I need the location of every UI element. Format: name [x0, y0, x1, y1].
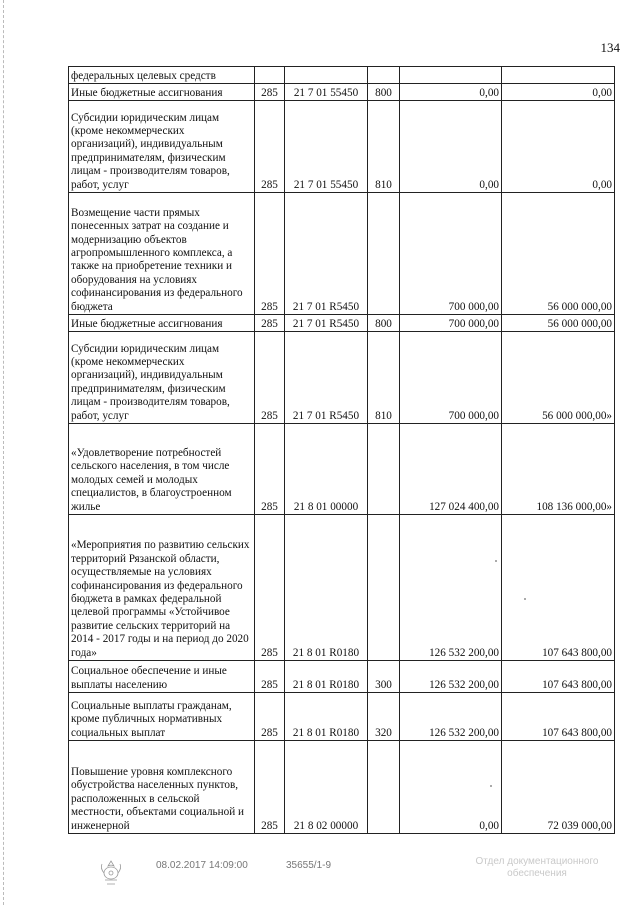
- row-value-2018: 107 643 800,00: [502, 693, 615, 741]
- row-gr: 285: [255, 193, 285, 315]
- row-gr: 285: [255, 515, 285, 661]
- table-row: [69, 332, 615, 424]
- row-value-2018: 107 643 800,00: [502, 661, 615, 693]
- row-cs: 21 8 01 00000: [285, 424, 368, 515]
- table-row: [69, 193, 615, 315]
- row-value-2017: 126 532 200,00: [400, 661, 502, 693]
- row-vr: 810: [368, 101, 400, 193]
- row-value-2017: 126 532 200,00: [400, 515, 502, 661]
- row-cs: 21 7 01 R5450: [285, 332, 368, 424]
- row-value-2018: 56 000 000,00»: [502, 332, 615, 424]
- row-name: Иные бюджетные ассигнования: [69, 84, 255, 101]
- table-row: [69, 693, 615, 741]
- row-value-2018: [502, 67, 615, 84]
- row-value-2018: 56 000 000,00: [502, 193, 615, 315]
- registration-number: 35655/1-9: [286, 860, 332, 871]
- row-value-2017: 0,00: [400, 84, 502, 101]
- row-vr: [368, 424, 400, 515]
- row-cs: 21 8 02 00000: [285, 741, 368, 834]
- table-row: [69, 315, 615, 332]
- row-name: Социальные выплаты гражданам, кроме публичных нормативных социальных выплат: [69, 693, 255, 741]
- row-cs: [285, 67, 368, 84]
- row-cs: 21 7 01 R5450: [285, 315, 368, 332]
- table-row: [69, 101, 615, 193]
- row-cs: 21 7 01 55450: [285, 84, 368, 101]
- row-cs: 21 7 01 55450: [285, 101, 368, 193]
- emblem-icon: [96, 858, 126, 888]
- row-vr: 810: [368, 332, 400, 424]
- row-gr: 285: [255, 101, 285, 193]
- row-value-2018: 72 039 000,00: [502, 741, 615, 834]
- row-vr: [368, 741, 400, 834]
- row-gr: 285: [255, 332, 285, 424]
- row-gr: 285: [255, 693, 285, 741]
- row-gr: 285: [255, 84, 285, 101]
- budget-table-body: [69, 67, 615, 834]
- row-value-2017: 700 000,00: [400, 315, 502, 332]
- table-row: [69, 424, 615, 515]
- page-footer: [0, 858, 640, 898]
- row-cs: 21 8 01 R0180: [285, 661, 368, 693]
- page-number: 134: [600, 40, 620, 55]
- row-vr: 320: [368, 693, 400, 741]
- row-cs: 21 8 01 R0180: [285, 515, 368, 661]
- table-row: [69, 661, 615, 693]
- row-name: Субсидии юридическим лицам (кроме некоммерческих организаций), индивидуальным предпринимателям, физическим лицам - производителям товаров, работ, услуг: [69, 332, 255, 424]
- table-row: [69, 67, 615, 84]
- office-watermark: Отдел документационного обеспечения: [475, 856, 599, 879]
- row-value-2017: 700 000,00: [400, 332, 502, 424]
- row-gr: 285: [255, 741, 285, 834]
- row-name: «Удовлетворение потребностей сельского населения, в том числе молодых семей и молодых специалистов, в благоустроенном жилье: [69, 424, 255, 515]
- row-value-2017: 126 532 200,00: [400, 693, 502, 741]
- row-gr: 285: [255, 424, 285, 515]
- row-name: Иные бюджетные ассигнования: [69, 315, 255, 332]
- row-value-2017: 700 000,00: [400, 193, 502, 315]
- registration-datetime: 08.02.2017 14:09:00: [156, 860, 248, 871]
- row-value-2018: 56 000 000,00: [502, 315, 615, 332]
- row-value-2018: 0,00: [502, 84, 615, 101]
- row-value-2018: 107 643 800,00: [502, 515, 615, 661]
- row-name: федеральных целевых средств: [69, 67, 255, 84]
- row-gr: [255, 67, 285, 84]
- row-cs: 21 8 01 R0180: [285, 693, 368, 741]
- row-name: Повышение уровня комплексного обустройства населенных пунктов, расположенных в сельской местности, объектами социальной и инженерной: [69, 741, 255, 834]
- row-gr: 285: [255, 315, 285, 332]
- row-vr: 800: [368, 315, 400, 332]
- row-value-2018: 108 136 000,00»: [502, 424, 615, 515]
- table-row: [69, 84, 615, 101]
- table-row: [69, 741, 615, 834]
- row-cs: 21 7 01 R5450: [285, 193, 368, 315]
- row-value-2017: 0,00: [400, 101, 502, 193]
- row-name: Субсидии юридическим лицам (кроме некоммерческих организаций), индивидуальным предпринимателям, физическим лицам - производителям товаров, работ, услуг: [69, 101, 255, 193]
- row-value-2018: 0,00: [502, 101, 615, 193]
- row-name: «Мероприятия по развитию сельских территорий Рязанской области, осуществляемые на условиях софинансирования из федерального бюджета в рамках федеральной целевой программы «Устойчивое развитие сельских территорий на 2014 - 2017 годы и на период до 2020 года»: [69, 515, 255, 661]
- row-value-2017: 127 024 400,00: [400, 424, 502, 515]
- row-value-2017: 0,00: [400, 741, 502, 834]
- budget-table: [68, 66, 615, 834]
- row-name: Возмещение части прямых понесенных затрат на создание и модернизацию объектов агропромышленного комплекса, а также на приобретение техники и оборудования на условиях софинансирования из федерального бюджета: [69, 193, 255, 315]
- table-row: [69, 515, 615, 661]
- row-vr: [368, 67, 400, 84]
- scan-left-edge: [3, 0, 6, 905]
- row-value-2017: [400, 67, 502, 84]
- row-vr: [368, 515, 400, 661]
- row-vr: [368, 193, 400, 315]
- row-vr: 800: [368, 84, 400, 101]
- row-name: Социальное обеспечение и иные выплаты населению: [69, 661, 255, 693]
- row-vr: 300: [368, 661, 400, 693]
- row-gr: 285: [255, 661, 285, 693]
